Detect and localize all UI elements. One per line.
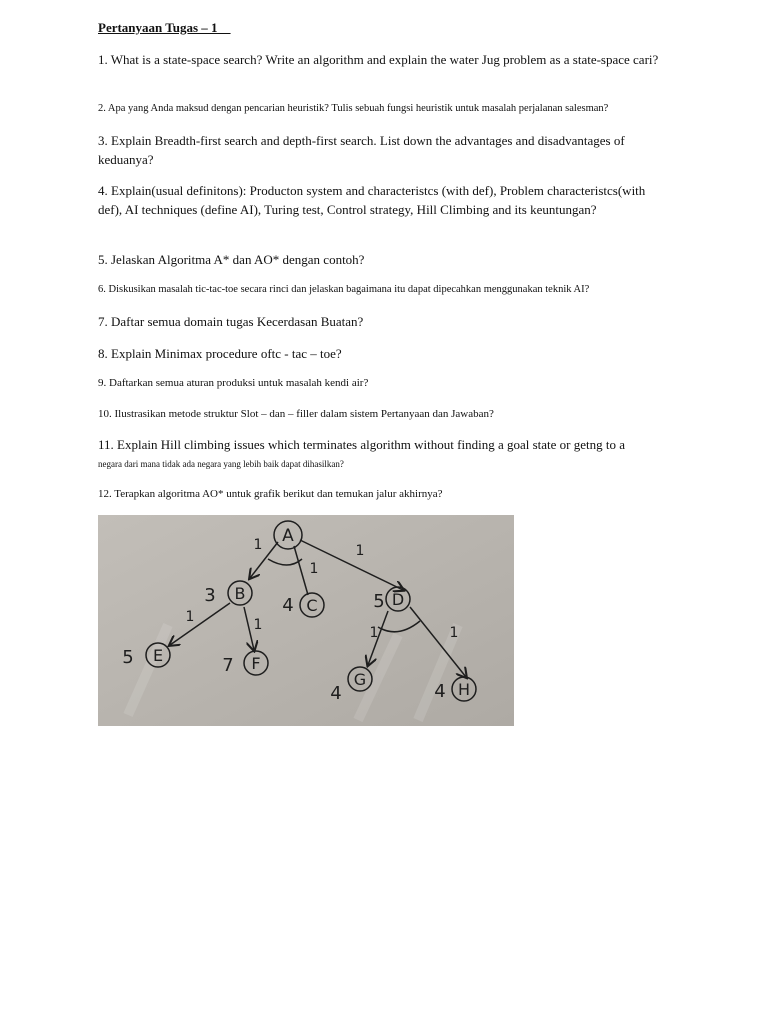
h-value-b: 3	[204, 585, 216, 606]
h-value-d: 5	[373, 591, 385, 612]
question-9: 9. Daftarkan semua aturan produksi untuk masalah kendi air?	[98, 377, 369, 389]
question-11-continuation: negara dari mana tidak ada negara yang lebih baik dapat dihasilkan?	[98, 459, 344, 469]
page-title: Pertanyaan Tugas – 1	[98, 20, 231, 35]
question-11: 11. Explain Hill climbing issues which terminates algorithm without finding a goal state or getng to a	[98, 437, 626, 452]
question-4: 4. Explain(usual definitons): Producton system and characteristcs (with def), Problem characteristcs(with def), AI techniques (define AI), Turing test, Control strategy, Hill Climbing and its keuntungan?	[98, 183, 646, 217]
question-8: 8. Explain Minimax procedure oftc - tac – toe?	[98, 346, 342, 361]
h-value-c: 4	[282, 595, 294, 616]
h-value-e: 5	[122, 647, 134, 668]
node-b-label: B	[234, 584, 246, 603]
edge-cost-ac: 1	[309, 561, 319, 577]
photo-background	[98, 515, 514, 726]
node-e-label: E	[152, 646, 164, 665]
question-3: 3. Explain Breadth-first search and depth-first search. List down the advantages and disadvantages of keduanya?	[98, 133, 625, 167]
question-1: 1. What is a state-space search? Write an algorithm and explain the water Jug problem as a state-space cari?	[98, 52, 659, 67]
node-f-label: F	[251, 654, 261, 673]
node-g-label: G	[353, 670, 367, 689]
edge-cost-be: 1	[185, 609, 195, 625]
question-6: 6. Diskusikan masalah tic-tac-toe secara rinci dan jelaskan bagaimana itu dapat dipecahkan menggunakan teknik AI?	[98, 284, 590, 295]
edge-cost-ab: 1	[253, 537, 263, 553]
question-12: 12. Terapkan algoritma AO* untuk grafik berikut dan temukan jalur akhirnya?	[98, 488, 443, 500]
h-value-f: 7	[222, 655, 234, 676]
node-c-label: C	[306, 596, 318, 615]
question-10: 10. Ilustrasikan metode struktur Slot – dan – filler dalam sistem Pertanyaan dan Jawaban?	[98, 408, 494, 420]
h-value-h: 4	[434, 681, 446, 702]
node-d-label: D	[391, 590, 405, 609]
question-7: 7. Daftar semua domain tugas Kecerdasan Buatan?	[98, 314, 364, 329]
h-value-g: 4	[330, 683, 342, 704]
question-2: 2. Apa yang Anda maksud dengan pencarian heuristik? Tulis sebuah fungsi heuristik untuk masalah perjalanan salesman?	[98, 103, 609, 114]
edge-cost-dh: 1	[449, 625, 459, 641]
edge-cost-ad: 1	[355, 543, 365, 559]
edge-cost-bf: 1	[253, 617, 263, 633]
node-a-label: A	[282, 526, 294, 546]
edge-cost-dg: 1	[369, 625, 379, 641]
node-h-label: H	[457, 680, 471, 699]
and-or-graph-photo	[98, 515, 514, 726]
question-5: 5. Jelaskan Algoritma A* dan AO* dengan contoh?	[98, 252, 365, 267]
